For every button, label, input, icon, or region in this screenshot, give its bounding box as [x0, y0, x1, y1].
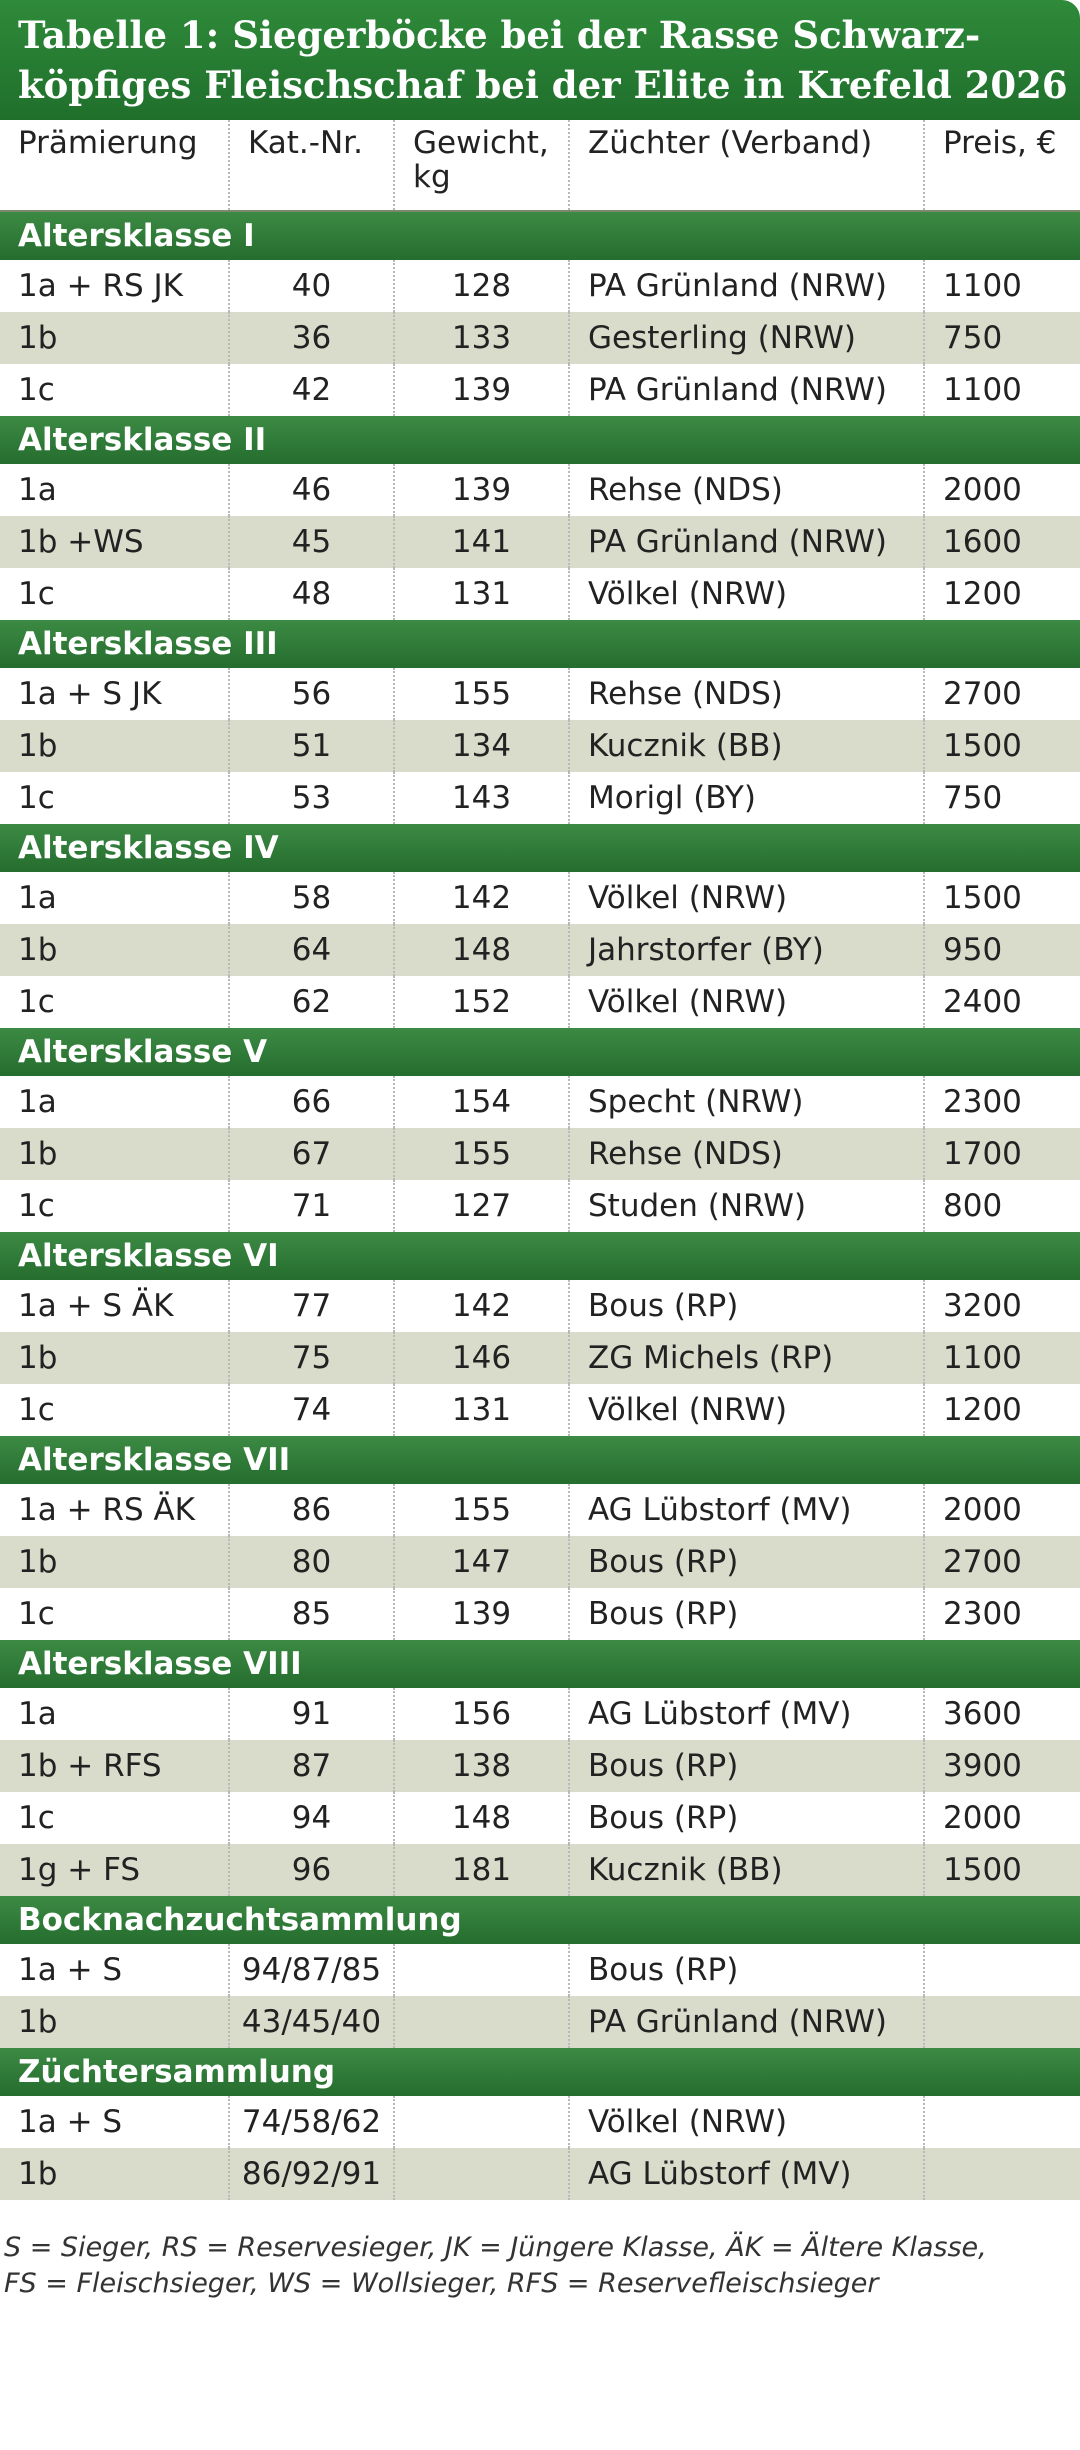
group-header: Altersklasse VI: [0, 1232, 1080, 1280]
cell-praemierung: 1a: [0, 1076, 230, 1128]
cell-praemierung: 1a + S ÄK: [0, 1280, 230, 1332]
cell-praemierung: 1c: [0, 1180, 230, 1232]
cell-zuechter: PA Grünland (NRW): [570, 260, 925, 312]
table-row: [0, 1688, 1080, 1740]
footnote-line-1: S = Sieger, RS = Reservesieger, JK = Jüngere Klasse, ÄK = Ältere Klasse,: [4, 2232, 987, 2263]
table-row: [0, 1128, 1080, 1180]
cell-gewicht: 134: [395, 720, 570, 772]
cell-zuechter: PA Grünland (NRW): [570, 1996, 925, 2048]
cell-gewicht: [395, 2096, 570, 2148]
cell-preis: 3600: [943, 1696, 1022, 1732]
cell-kat-nr: 75: [230, 1332, 395, 1384]
cell-preis: 950: [943, 932, 1003, 968]
header-zuechter: Züchter (Verband): [570, 120, 925, 210]
cell-kat-nr: 48: [230, 568, 395, 620]
cell-kat-nr: 80: [230, 1536, 395, 1588]
group-header: Bocknachzuchtsammlung: [0, 1896, 1080, 1944]
cell-zuechter: AG Lübstorf (MV): [570, 1484, 925, 1536]
cell-preis: 2300: [943, 1596, 1022, 1632]
cell-preis: 1200: [943, 1392, 1022, 1428]
cell-gewicht: 139: [395, 464, 570, 516]
cell-gewicht: [395, 1944, 570, 1996]
cell-preis: 1700: [943, 1136, 1022, 1172]
cell-gewicht: 138: [395, 1740, 570, 1792]
cell-zuechter: Rehse (NDS): [570, 1128, 925, 1180]
footnote: [0, 2230, 1080, 2302]
table-row: [0, 1536, 1080, 1588]
cell-kat-nr: 71: [230, 1180, 395, 1232]
table-row: [0, 1280, 1080, 1332]
cell-preis: 800: [943, 1188, 1003, 1224]
cell-kat-nr: 56: [230, 668, 395, 720]
table-row: [0, 1076, 1080, 1128]
cell-zuechter: Völkel (NRW): [570, 568, 925, 620]
group-header: Altersklasse VIII: [0, 1640, 1080, 1688]
cell-preis: 2300: [943, 1084, 1022, 1120]
cell-kat-nr: 51: [230, 720, 395, 772]
table-row: [0, 2148, 1080, 2200]
header-gewicht-line1: Gewicht,: [413, 125, 549, 161]
cell-zuechter: Völkel (NRW): [570, 872, 925, 924]
cell-preis: 1500: [943, 1852, 1022, 1888]
cell-preis: 2700: [943, 1544, 1022, 1580]
cell-preis: [925, 1996, 1080, 2048]
cell-preis: 1500: [943, 728, 1022, 764]
table-row: [0, 1740, 1080, 1792]
cell-preis: 2000: [943, 472, 1022, 508]
cell-praemierung: 1b: [0, 312, 230, 364]
table-row: [0, 924, 1080, 976]
table-header: [0, 120, 1080, 212]
cell-zuechter: Bous (RP): [570, 1280, 925, 1332]
cell-kat-nr: 42: [230, 364, 395, 416]
group-header: Altersklasse V: [0, 1028, 1080, 1076]
cell-praemierung: 1a: [0, 1688, 230, 1740]
table-row: [0, 312, 1080, 364]
table-row: [0, 976, 1080, 1028]
cell-gewicht: 141: [395, 516, 570, 568]
cell-kat-nr: 94/87/85: [230, 1944, 395, 1996]
cell-gewicht: 143: [395, 772, 570, 824]
cell-gewicht: 147: [395, 1536, 570, 1588]
cell-preis: 3900: [943, 1748, 1022, 1784]
cell-praemierung: 1a + RS ÄK: [0, 1484, 230, 1536]
cell-preis: 1600: [943, 524, 1022, 560]
cell-zuechter: Völkel (NRW): [570, 2096, 925, 2148]
cell-zuechter: Kucznik (BB): [570, 720, 925, 772]
cell-kat-nr: 36: [230, 312, 395, 364]
table-row: [0, 1944, 1080, 1996]
cell-zuechter: Rehse (NDS): [570, 464, 925, 516]
cell-praemierung: 1c: [0, 1384, 230, 1436]
cell-kat-nr: 67: [230, 1128, 395, 1180]
cell-praemierung: 1c: [0, 1792, 230, 1844]
table-row: [0, 1180, 1080, 1232]
cell-preis: 1200: [943, 576, 1022, 612]
table-row: [0, 1792, 1080, 1844]
cell-zuechter: Rehse (NDS): [570, 668, 925, 720]
cell-gewicht: 128: [395, 260, 570, 312]
cell-gewicht: [395, 1996, 570, 2048]
cell-praemierung: 1c: [0, 976, 230, 1028]
cell-gewicht: 181: [395, 1844, 570, 1896]
cell-zuechter: Völkel (NRW): [570, 1384, 925, 1436]
cell-kat-nr: 87: [230, 1740, 395, 1792]
cell-gewicht: 155: [395, 1484, 570, 1536]
cell-praemierung: 1g + FS: [0, 1844, 230, 1896]
cell-kat-nr: 74: [230, 1384, 395, 1436]
cell-gewicht: 155: [395, 668, 570, 720]
table-title: [0, 0, 1080, 120]
table-row: [0, 1484, 1080, 1536]
cell-zuechter: ZG Michels (RP): [570, 1332, 925, 1384]
title-line-1: Tabelle 1: Siegerböcke bei der Rasse Schwarz-: [18, 13, 981, 57]
table-row: [0, 1332, 1080, 1384]
table-body: [0, 212, 1080, 2200]
cell-zuechter: Jahrstorfer (BY): [570, 924, 925, 976]
cell-praemierung: 1a: [0, 464, 230, 516]
table-row: [0, 1588, 1080, 1640]
table-row: [0, 720, 1080, 772]
cell-gewicht: 148: [395, 924, 570, 976]
table-row: [0, 1996, 1080, 2048]
cell-kat-nr: 77: [230, 1280, 395, 1332]
cell-kat-nr: 62: [230, 976, 395, 1028]
group-header: Altersklasse IV: [0, 824, 1080, 872]
header-gewicht-line2: kg: [413, 159, 451, 195]
cell-kat-nr: 91: [230, 1688, 395, 1740]
results-table: [0, 120, 1080, 2200]
cell-praemierung: 1c: [0, 364, 230, 416]
cell-zuechter: PA Grünland (NRW): [570, 364, 925, 416]
cell-gewicht: 142: [395, 872, 570, 924]
group-header: Altersklasse I: [0, 212, 1080, 260]
cell-zuechter: Specht (NRW): [570, 1076, 925, 1128]
cell-zuechter: PA Grünland (NRW): [570, 516, 925, 568]
cell-preis: 750: [943, 780, 1003, 816]
cell-praemierung: 1c: [0, 772, 230, 824]
cell-gewicht: 152: [395, 976, 570, 1028]
table-row: [0, 2096, 1080, 2148]
cell-preis: 1500: [943, 880, 1022, 916]
cell-gewicht: 154: [395, 1076, 570, 1128]
cell-zuechter: Bous (RP): [570, 1536, 925, 1588]
cell-preis: [925, 2148, 1080, 2200]
cell-gewicht: 127: [395, 1180, 570, 1232]
table-row: [0, 872, 1080, 924]
cell-kat-nr: 58: [230, 872, 395, 924]
cell-kat-nr: 43/45/40: [230, 1996, 395, 2048]
cell-gewicht: [395, 2148, 570, 2200]
footnote-line-2: FS = Fleischsieger, WS = Wollsieger, RFS = Reservefleischsieger: [4, 2268, 879, 2299]
group-header: Züchtersammlung: [0, 2048, 1080, 2096]
table-row: [0, 1384, 1080, 1436]
cell-praemierung: 1a + S: [0, 1944, 230, 1996]
table-row: [0, 1844, 1080, 1896]
cell-preis: 2700: [943, 676, 1022, 712]
cell-kat-nr: 85: [230, 1588, 395, 1640]
cell-praemierung: 1b +WS: [0, 516, 230, 568]
cell-praemierung: 1c: [0, 568, 230, 620]
cell-zuechter: Völkel (NRW): [570, 976, 925, 1028]
group-header: Altersklasse II: [0, 416, 1080, 464]
cell-kat-nr: 74/58/62: [230, 2096, 395, 2148]
cell-praemierung: 1b: [0, 1996, 230, 2048]
table-row: [0, 516, 1080, 568]
header-praemierung: Prämierung: [0, 120, 230, 210]
header-preis: Preis, €: [943, 125, 1057, 161]
cell-gewicht: 155: [395, 1128, 570, 1180]
table-row: [0, 568, 1080, 620]
cell-gewicht: 131: [395, 568, 570, 620]
cell-zuechter: AG Lübstorf (MV): [570, 1688, 925, 1740]
cell-preis: 2400: [943, 984, 1022, 1020]
cell-praemierung: 1b: [0, 1128, 230, 1180]
cell-preis: 750: [943, 320, 1003, 356]
table-row: [0, 772, 1080, 824]
cell-praemierung: 1b: [0, 924, 230, 976]
cell-gewicht: 131: [395, 1384, 570, 1436]
group-header: Altersklasse III: [0, 620, 1080, 668]
cell-kat-nr: 96: [230, 1844, 395, 1896]
cell-praemierung: 1a + RS JK: [0, 260, 230, 312]
cell-gewicht: 142: [395, 1280, 570, 1332]
cell-preis: 3200: [943, 1288, 1022, 1324]
cell-zuechter: Bous (RP): [570, 1792, 925, 1844]
cell-preis: 1100: [943, 268, 1022, 304]
cell-kat-nr: 86/92/91: [230, 2148, 395, 2200]
cell-preis: 1100: [943, 372, 1022, 408]
cell-zuechter: AG Lübstorf (MV): [570, 2148, 925, 2200]
table-row: [0, 260, 1080, 312]
cell-zuechter: Morigl (BY): [570, 772, 925, 824]
cell-zuechter: Studen (NRW): [570, 1180, 925, 1232]
cell-praemierung: 1b: [0, 1332, 230, 1384]
cell-praemierung: 1b: [0, 1536, 230, 1588]
cell-gewicht: 148: [395, 1792, 570, 1844]
cell-kat-nr: 64: [230, 924, 395, 976]
cell-praemierung: 1a: [0, 872, 230, 924]
cell-zuechter: Bous (RP): [570, 1740, 925, 1792]
title-line-2: köpfiges Fleischschaf bei der Elite in Krefeld 2026: [18, 63, 1068, 107]
cell-gewicht: 156: [395, 1688, 570, 1740]
cell-preis: [925, 2096, 1080, 2148]
cell-zuechter: Bous (RP): [570, 1588, 925, 1640]
cell-gewicht: 133: [395, 312, 570, 364]
cell-kat-nr: 53: [230, 772, 395, 824]
table-row: [0, 464, 1080, 516]
cell-zuechter: Kucznik (BB): [570, 1844, 925, 1896]
cell-kat-nr: 94: [230, 1792, 395, 1844]
cell-kat-nr: 66: [230, 1076, 395, 1128]
cell-gewicht: 139: [395, 364, 570, 416]
cell-kat-nr: 45: [230, 516, 395, 568]
cell-kat-nr: 46: [230, 464, 395, 516]
header-kat-nr: Kat.-Nr.: [230, 120, 395, 210]
cell-zuechter: Gesterling (NRW): [570, 312, 925, 364]
table-row: [0, 364, 1080, 416]
cell-preis: 2000: [943, 1492, 1022, 1528]
cell-preis: [925, 1944, 1080, 1996]
cell-praemierung: 1c: [0, 1588, 230, 1640]
cell-praemierung: 1b: [0, 720, 230, 772]
cell-zuechter: Bous (RP): [570, 1944, 925, 1996]
group-header: Altersklasse VII: [0, 1436, 1080, 1484]
cell-kat-nr: 86: [230, 1484, 395, 1536]
cell-praemierung: 1a + S JK: [0, 668, 230, 720]
cell-gewicht: 139: [395, 1588, 570, 1640]
cell-praemierung: 1b + RFS: [0, 1740, 230, 1792]
cell-praemierung: 1a + S: [0, 2096, 230, 2148]
cell-gewicht: 146: [395, 1332, 570, 1384]
table-row: [0, 668, 1080, 720]
header-gewicht: [395, 120, 570, 210]
cell-preis: 1100: [943, 1340, 1022, 1376]
cell-preis: 2000: [943, 1800, 1022, 1836]
cell-praemierung: 1b: [0, 2148, 230, 2200]
cell-kat-nr: 40: [230, 260, 395, 312]
